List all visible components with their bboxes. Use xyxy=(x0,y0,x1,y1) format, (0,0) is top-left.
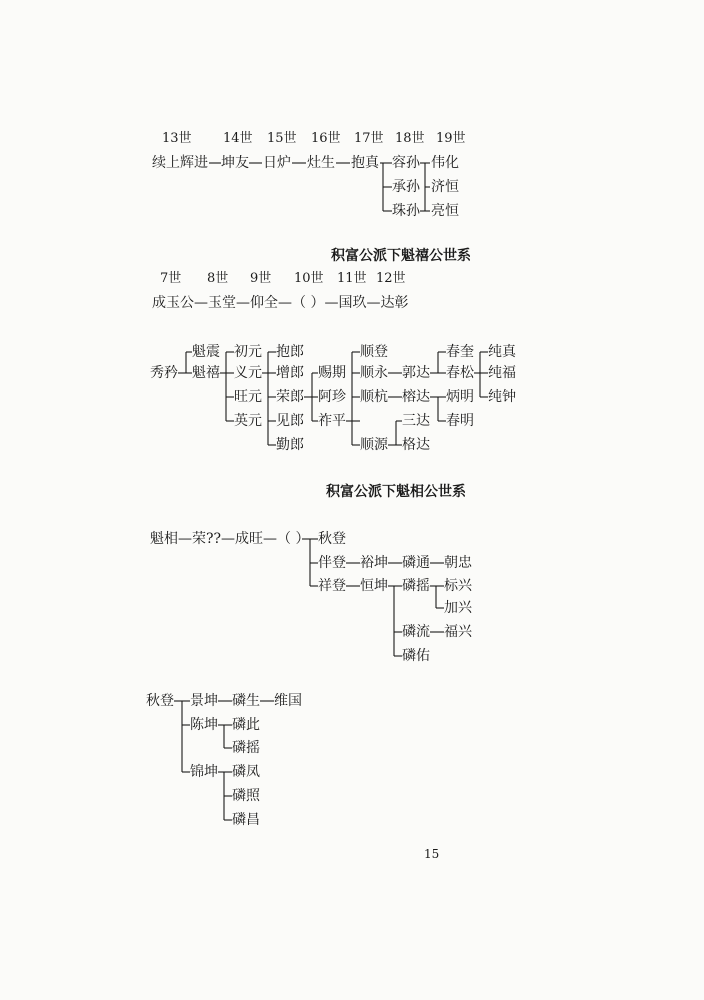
person-name: 磷昌 xyxy=(232,812,260,828)
person-name: 阿珍 xyxy=(318,389,346,405)
section-heading: 积富公派下魁禧公世系 xyxy=(331,248,471,264)
person-name: 秋登 xyxy=(146,693,174,709)
person-name: 朝忠 xyxy=(444,555,472,571)
person-name: 景坤 xyxy=(190,693,218,709)
person-name: 抱郎 xyxy=(276,344,304,360)
person-name: 春奎 xyxy=(446,344,474,360)
person-name: 磷此 xyxy=(232,717,260,733)
lineage-chain: 成玉公—玉堂—仰全—（ ）—国玖—达彰 xyxy=(152,295,409,311)
person-name: 陈坤 xyxy=(190,717,218,733)
person-name: 承孙 xyxy=(392,179,420,195)
person-name: 义元 xyxy=(234,365,262,381)
person-name: 炳明 xyxy=(446,389,474,405)
lineage-chain: 魁相—荣??—成旺—（ ） xyxy=(150,531,310,547)
person-name: 祥登 xyxy=(318,578,346,594)
generation-label: 19世 xyxy=(436,131,466,146)
person-name: 灶生 xyxy=(307,155,335,171)
person-name: 顺永 xyxy=(360,365,388,381)
person-name: 标兴 xyxy=(444,578,472,594)
person-name: 容孙 xyxy=(392,155,420,171)
person-name: 磷佑 xyxy=(402,648,430,664)
person-name: 磷凤 xyxy=(232,764,260,780)
person-name: 勤郎 xyxy=(276,437,304,453)
person-name: 初元 xyxy=(234,344,262,360)
person-name: 恒坤 xyxy=(360,578,388,594)
person-name: 伟化 xyxy=(431,155,459,171)
person-name: 锦坤 xyxy=(190,764,218,780)
person-name: 格达 xyxy=(402,437,430,453)
person-name: 赐期 xyxy=(318,365,346,381)
person-name: 春明 xyxy=(446,413,474,429)
person-name: 济恒 xyxy=(431,179,459,195)
generation-label: 9世 xyxy=(250,271,272,286)
generation-label: 18世 xyxy=(395,131,425,146)
person-name: 顺登 xyxy=(360,344,388,360)
person-name: 磷通 xyxy=(402,555,430,571)
person-name: 荣郎 xyxy=(276,389,304,405)
person-name: 顺源 xyxy=(360,437,388,453)
generation-label: 12世 xyxy=(376,271,406,286)
person-name: 日炉 xyxy=(263,155,291,171)
person-name: 伴登 xyxy=(318,555,346,571)
generation-label: 14世 xyxy=(223,131,253,146)
generation-label: 15世 xyxy=(267,131,297,146)
generation-label: 7世 xyxy=(160,271,182,286)
person-name: 纯钟 xyxy=(488,389,516,405)
generation-label: 13世 xyxy=(162,131,192,146)
person-name: 亮恒 xyxy=(431,203,459,219)
person-name: 见郎 xyxy=(276,413,304,429)
person-name: 珠孙 xyxy=(392,203,420,219)
generation-label: 11世 xyxy=(337,271,367,286)
person-name: 磷照 xyxy=(232,788,260,804)
person-name: 增郎 xyxy=(276,365,304,381)
person-name: 英元 xyxy=(234,413,262,429)
person-name: 维国 xyxy=(274,693,302,709)
person-name: 秋登 xyxy=(318,531,346,547)
person-name: 榕达 xyxy=(402,389,430,405)
person-name: 秀矜 xyxy=(150,365,178,381)
person-name: 春松 xyxy=(446,365,474,381)
person-name: 磷摇 xyxy=(232,740,260,756)
generation-label: 8世 xyxy=(207,271,229,286)
person-name: 纯真 xyxy=(488,344,516,360)
person-name: 三达 xyxy=(402,413,430,429)
person-name: 福兴 xyxy=(444,624,472,640)
generation-label: 17世 xyxy=(354,131,384,146)
person-name: 魁震 xyxy=(192,344,220,360)
person-name: 纯福 xyxy=(488,365,516,381)
person-name: 抱真 xyxy=(351,155,379,171)
person-name: 磷生 xyxy=(232,693,260,709)
person-name: 郭达 xyxy=(402,365,430,381)
person-name: 魁禧 xyxy=(192,365,220,381)
person-name: 磷摇 xyxy=(402,578,430,594)
person-name: 裕坤 xyxy=(360,555,388,571)
person-name: 续上辉进 xyxy=(152,155,208,171)
generation-label: 10世 xyxy=(294,271,324,286)
generation-label: 16世 xyxy=(311,131,341,146)
section-heading: 积富公派下魁相公世系 xyxy=(326,484,466,500)
person-name: 祚平 xyxy=(318,413,346,429)
person-name: 加兴 xyxy=(444,600,472,616)
person-name: 坤友 xyxy=(221,155,249,171)
page-number: 15 xyxy=(424,847,440,861)
person-name: 旺元 xyxy=(234,389,262,405)
person-name: 顺杭 xyxy=(360,389,388,405)
person-name: 磷流 xyxy=(402,624,430,640)
